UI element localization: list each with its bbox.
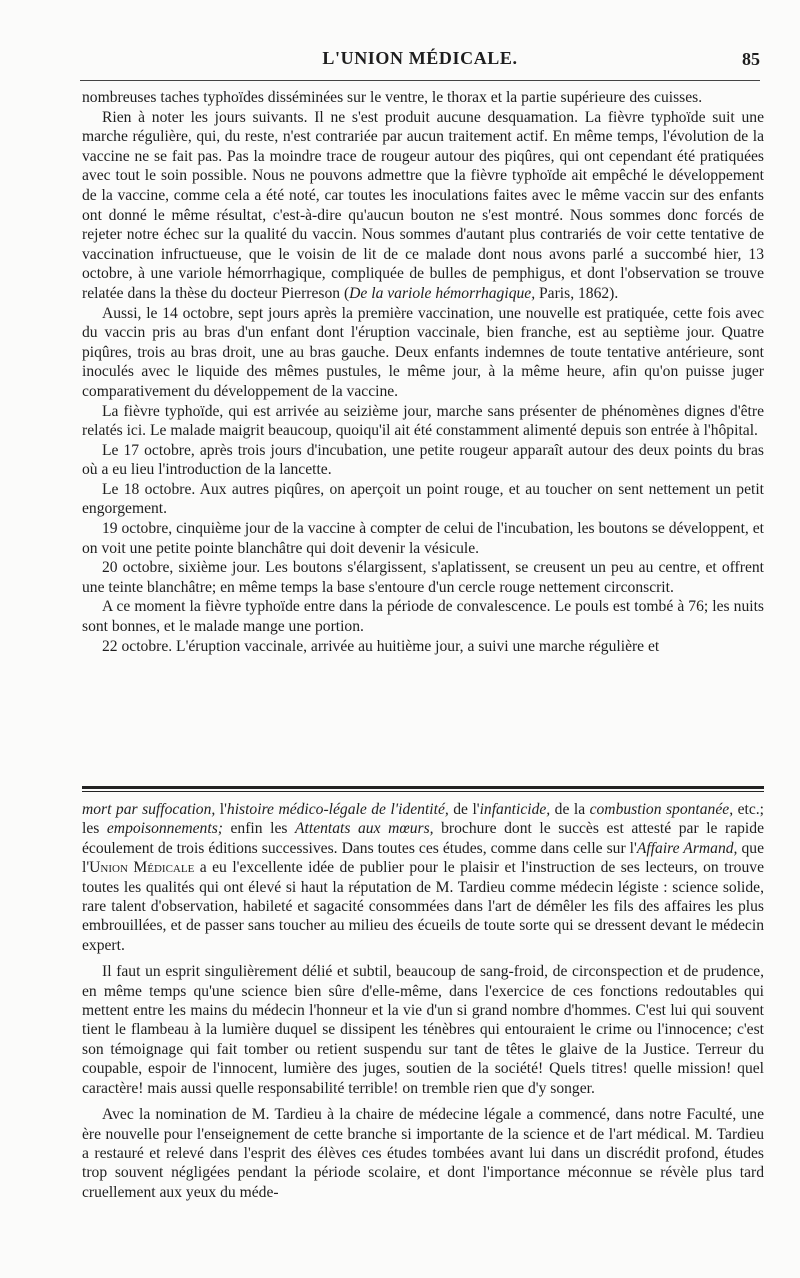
feuilleton-section bbox=[82, 800, 764, 1209]
paragraph bbox=[82, 800, 764, 955]
paragraph: La fièvre typhoïde, qui est arrivée au seizième jour, marche sans présenter de phénomènes dignes d'être relatés ici. Le malade maigrit beaucoup, quoiqu'il ait été constamment alimenté depuis son entrée à l'hôpital. bbox=[82, 402, 764, 440]
journal-name: Union Médicale bbox=[89, 859, 195, 877]
page-number: 85 bbox=[742, 49, 760, 69]
paragraph-text: enfin les bbox=[222, 820, 295, 838]
feuilleton-divider bbox=[82, 786, 764, 792]
paragraph: A ce moment la fièvre typhoïde entre dans la période de convalescence. Le pouls est tombé à 76; les nuits sont bonnes, et le malade mange une portion. bbox=[82, 598, 764, 636]
paragraph: nombreuses taches typhoïdes disséminées sur le ventre, le thorax et la partie supérieure des cuisses. bbox=[82, 89, 703, 106]
paragraph: 22 octobre. L'éruption vaccinale, arrivée au huitième jour, a suivi une marche régulière et bbox=[102, 637, 660, 655]
running-head bbox=[80, 42, 760, 76]
paragraph-text: l' bbox=[215, 801, 227, 818]
italic-text: Affaire Armand, bbox=[636, 839, 738, 857]
paragraph: Il faut un esprit singulièrement délié et subtil, beaucoup de sang-froid, de circonspection et de prudence, en même temps qu'une science bien sûre d'elle-même, dans l'exercice de ces fonctions redoutables qui mettent entre les mains du médecin l'honneur et la vie d'un si grand nombre d'hommes. C'est lui qui souvent tient le flambeau à la lumière duquel se dissipent les ténèbres qui entouraient le crime ou l'innocence; c'est son témoignage qui fait tomber ou retient suspendu sur tant de têtes le glaive de la Justice. Terreur du coupable, espoir de l'innocent, lumière des juges, soutien de la société! Quels titres! quelle mission! quel caractère! mais aussi quelle responsabilité terrible! on tremble rien que d'y songer. bbox=[82, 963, 764, 1097]
paragraph-text: de la bbox=[550, 801, 590, 818]
divider-thin-rule bbox=[82, 791, 764, 792]
divider-thick-rule bbox=[82, 786, 764, 789]
italic-text: infanticide, bbox=[479, 801, 551, 818]
paragraph: 19 octobre, cinquième jour de la vaccine à compter de celui de l'incubation, les boutons se développent, et on voit une petite pointe blanchâtre qui doit devenir la vésicule. bbox=[82, 520, 764, 557]
italic-text: combustion spontanée, bbox=[589, 801, 734, 818]
paragraph-text: etc.; les bbox=[82, 801, 764, 838]
italic-text: empoisonnements; bbox=[106, 820, 223, 838]
paragraph: Le 17 octobre, après trois jours d'incubation, une petite rougeur apparaît autour des deux points du bras où a eu lieu l'introduction de la lancette. bbox=[82, 441, 764, 479]
header-rule bbox=[80, 80, 760, 81]
italic-text: histoire médico-légale de l'identité, bbox=[226, 801, 449, 818]
italic-text: mort par suffocation, bbox=[82, 801, 216, 818]
paragraph: Avec la nomination de M. Tardieu à la chaire de médecine légale a commencé, dans notre Faculté, une ère nouvelle pour l'enseignement de cette branche si importante de la science et de l'art médical. M. Tardieu a restauré et relevé dans l'esprit des élèves ces études tombées avant lui dans un discrédit profond, études trop souvent négligées pendant la période scolaire, et dont l'importance méconnue se révèle plus tard cruellement aux yeux du méde- bbox=[82, 1106, 764, 1201]
journal-title: L'UNION MÉDICALE. bbox=[322, 48, 518, 68]
paragraph-text: a eu l'excellente idée de publier pour le plaisir et l'instruction de ses lecteurs, on trouve toutes les qualités qui ont élevé si haut la réputation de M. Tardieu comme médecin légiste : science solide, rare talent d'observation, habileté et sagacité consommées dans l'art de démêler les fils des affaires les plus embrouillées, et de passer sans toucher au milieu des écueils de toute sorte qui se dressent devant le médecin expert. bbox=[82, 859, 764, 954]
paragraph-text: Paris, 1862). bbox=[535, 284, 619, 302]
paragraph: Aussi, le 14 octobre, sept jours après la première vaccination, une nouvelle est pratiquée, cette fois avec du vaccin pris au bras d'un enfant dont l'éruption vaccinale, bien franche, est au septième jour. Quatre piqûres, trois au bras droit, une au bras gauche. Deux enfants indemnes de toute tentative antérieure, sont inoculés avec le liquide des mêmes pustules, le même jour, à la même heure, afin qu'on puisse juger comparativement du développement de la vaccine. bbox=[82, 304, 764, 400]
italic-text: Attentats aux mœurs, bbox=[295, 820, 434, 838]
article-body bbox=[82, 88, 764, 656]
paragraph bbox=[82, 108, 764, 304]
cited-thesis-title: De la variole hémorrhagique, bbox=[349, 284, 536, 302]
paragraph: Le 18 octobre. Aux autres piqûres, on aperçoit un point rouge, et au toucher on sent nettement un petit engorgement. bbox=[82, 480, 764, 518]
paragraph-text: que l' bbox=[82, 839, 764, 877]
paragraph-text: brochure dont le succès est attesté par le rapide écoulement de trois éditions successives. Dans toutes ces études, comme dans celle sur l' bbox=[82, 820, 764, 857]
paragraph-text: de l' bbox=[448, 801, 480, 818]
paragraph-text: Rien à noter les jours suivants. Il ne s'est produit aucune desquamation. La fièvre typhoïde suit une marche régulière, qui, du reste, n'est contrariée par aucun traitement actif. En même temps, l'évolution de la vaccine ne se fait pas. Pas la moindre trace de rougeur autour des piqûres, qui ont cependant été pratiquées avec tout le soin possible. Nous ne pouvons admettre que la fièvre typhoïde ait empêché le développement de la vaccine, comme cela a été noté, car toutes les inoculations faites avec le même vaccin sur des enfants ont donné le même résultat, c'est-à-dire qu'aucun bouton ne s'est montré. Nous sommes donc forcés de rejeter notre échec sur la qualité du vaccin. Nous sommes d'autant plus contrariés de voir cette tentative de vaccination infructueuse, que le voisin de lit de ce malade dont nous avons parlé a succombé hier, 13 octobre, à une variole hémorrhagique, compliquée de bulles de pemphigus, et dont l'observation se trouve relatée dans la thèse du docteur Pierreson ( bbox=[82, 108, 764, 302]
paragraph: 20 octobre, sixième jour. Les boutons s'élargissent, s'aplatissent, se creusent un peu au centre, et offrent une teinte blanchâtre; en même temps la base s'entoure d'un cercle rouge nettement circonscrit. bbox=[82, 559, 764, 596]
